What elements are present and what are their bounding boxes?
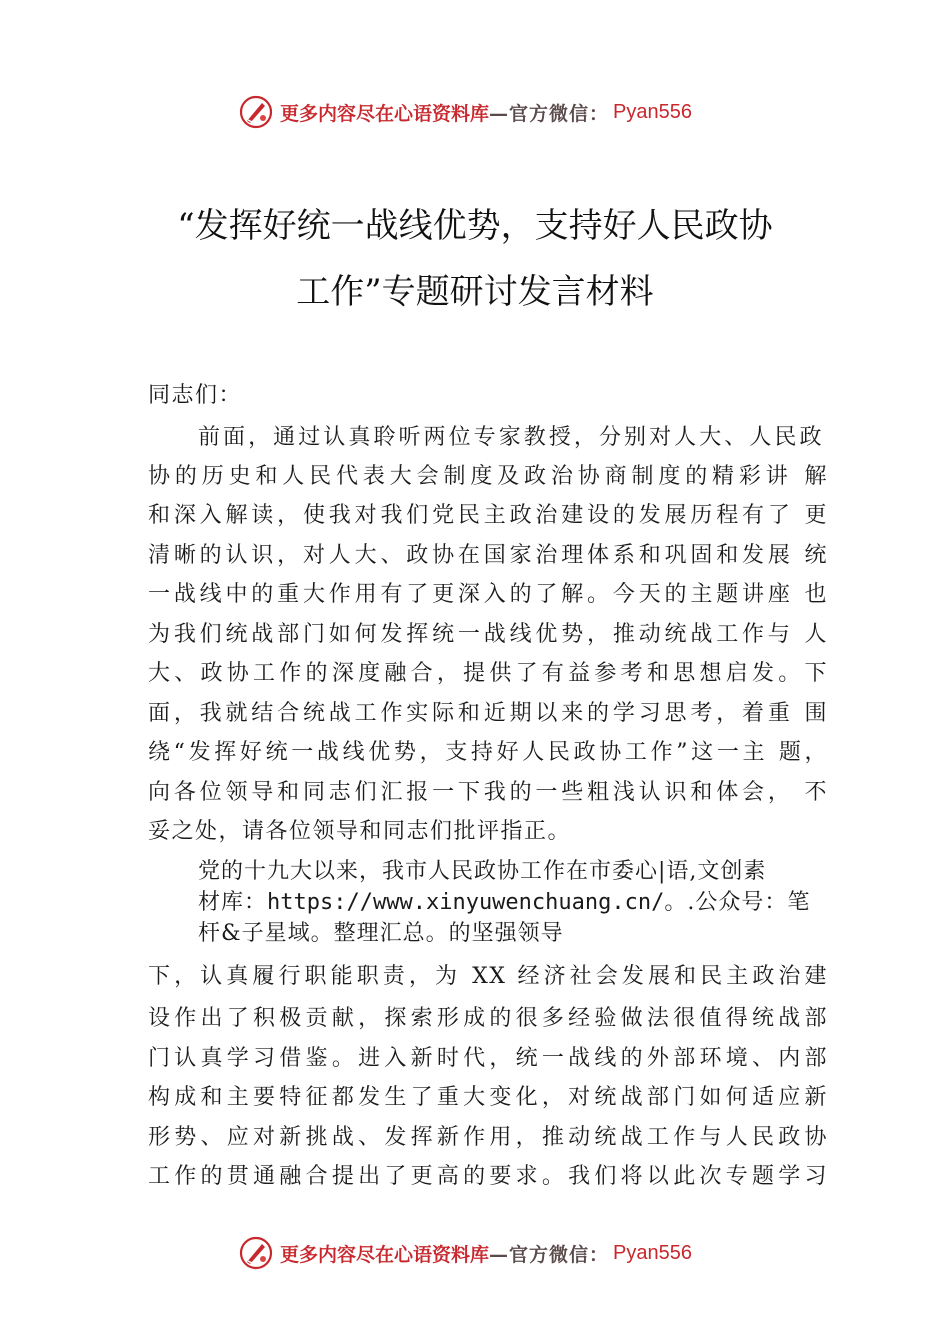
paragraph-2-line: 设作出了积极贡献，探索形成的很多经验做法很值得统战部 [148,1006,828,1031]
paragraph-1-line: 大、政协工作的深度融合，提供了有益参考和思想启发。下 [148,661,828,686]
paragraph-1-line: 前面，通过认真聆听两位专家教授，分别对人大、人民政 [198,425,823,450]
inserted-block-suffix: 。.公众号：笔 [664,890,811,915]
paragraph-1-line: 清晰的认识，对人大、政协在国家治理体系和巩固和发展 统 [148,543,828,568]
paragraph-1-line: 为我们统战部门如何发挥统一战线优势，推动统战工作与 人 [148,622,828,647]
paragraph-2-line: 构成和主要特征都发生了重大变化，对统战部门如何适应新 [148,1085,828,1110]
footer-banner-content [238,1233,692,1273]
inserted-block-prefix: 材库： [198,890,268,915]
document-title-line-2: 工作”专题研讨发言材料 [296,272,654,312]
paragraph-2-line: 工作的贯通融合提出了更高的要求。我们将以此次专题学习 [148,1164,828,1189]
paragraph-2-line: 门认真学习借鉴。进入新时代，统一战线的外部环境、内部 [148,1046,828,1071]
header-banner-wechat-id: Pyan556 [613,100,692,123]
footer-banner [0,1233,950,1273]
header-banner-content [238,92,692,132]
footer-banner-wechat-label: —官方微信： [489,1243,610,1266]
header-banner-text: 更多内容尽在心语资料库 [280,102,490,125]
paragraph-1-line: 向各位领导和同志们汇报一下我的一些粗浅认识和体会， 不 [148,780,828,805]
paragraph-1-line: 面，我就结合统战工作实际和近期以来的学习思考，着重 围 [148,701,828,726]
paragraph-1-line: 和深入解读，使我对我们党民主政治建设的发展历程有了 更 [148,503,828,528]
quill-logo-icon [238,94,274,130]
header-banner [0,92,950,132]
paragraph-1-line: 协的历史和人民代表大会制度及政治协商制度的精彩讲 解 [148,464,828,489]
paragraph-1-line: 一战线中的重大作用有了更深入的了解。今天的主题讲座 也 [148,582,828,607]
paragraph-1-line: 绕“发挥好统一战线优势，支持好人民政协工作”这一主 题， [148,740,828,765]
document-title-line-1: “发挥好统一战线优势，支持好人民政协 [177,206,773,246]
source-url-link[interactable]: https://www.xinyuwenchuang.cn/ [267,890,665,915]
inserted-block-line-2 [198,892,810,914]
header-banner-wechat-label: —官方微信： [489,102,610,125]
paragraph-1-line: 妥之处，请各位领导和同志们批评指正。 [148,819,572,844]
salutation: 同志们： [148,383,243,408]
paragraph-2-line: 下，认真履行职能职责，为 XX 经济社会发展和民主政治建 [148,964,828,989]
footer-banner-wechat-id: Pyan556 [613,1241,692,1264]
quill-logo-icon [238,1235,274,1271]
inserted-block-line-1: 党的十九大以来，我市人民政协工作在市委心|语,文创素 [198,859,767,884]
paragraph-2-line: 形势、应对新挑战、发挥新作用，推动统战工作与人民政协 [148,1125,828,1150]
footer-banner-text: 更多内容尽在心语资料库 [280,1243,490,1266]
inserted-block-line-3: 杆&子星域。整理汇总。的坚强领导 [198,921,564,946]
